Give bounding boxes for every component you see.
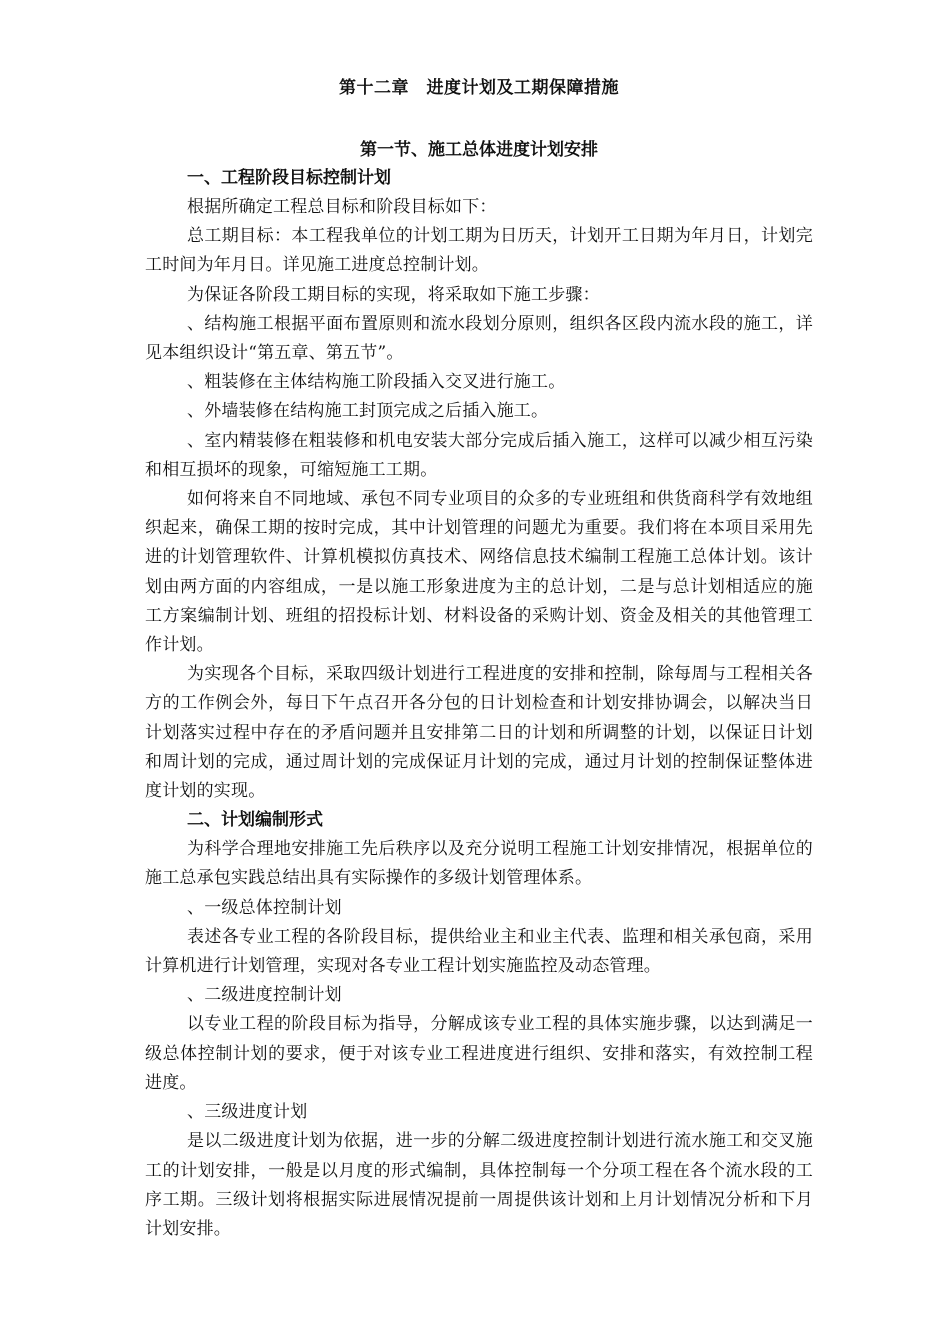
paragraph: 总工期目标：本工程我单位的计划工期为日历天，计划开工日期为年月日，计划完工时间为年月日。详见施工进度总控制计划。 — [145, 226, 813, 276]
paragraph: 表述各专业工程的各阶段目标，提供给业主和业主代表、监理和相关承包商，采用计算机进行计划管理，实现对各专业工程计划实施监控及动态管理。 — [145, 926, 813, 977]
paragraph: 、二级进度控制计划 — [187, 985, 342, 1006]
paragraph: 、一级总体控制计划 — [187, 897, 342, 918]
paragraph: 、室内精装修在粗装修和机电安装大部分完成后插入施工，这样可以减少相互污染和相互损坏的现象，可缩短施工工期。 — [145, 430, 813, 480]
paragraph: 、粗装修在主体结构施工阶段插入交叉进行施工。 — [187, 372, 566, 393]
paragraph: 如何将来自不同地域、承包不同专业项目的众多的专业班组和供货商科学有效地组织起来，确保工期的按时完成，其中计划管理的问题尤为重要。我们将在本项目采用先进的计划管理软件、计算机模拟仿真技术、网络信息技术编制工程施工总体计划。该计划由两方面的内容组成，一是以施工形象进度为主的总计划，二是与总计划相适应的施工方案编制计划、班组的招投标计划、材料设备的采购计划、资金及相关的其他管理工作计划。 — [145, 489, 813, 656]
paragraph: 是以二级进度计划为依据，进一步的分解二级进度控制计划进行流水施工和交叉施工的计划安排，一般是以月度的形式编制，具体控制每一个分项工程在各个流水段的工序工期。三级计划将根据实际进展情况提前一周提供该计划和上月计划情况分析和下月计划安排。 — [145, 1131, 813, 1239]
paragraph: 、结构施工根据平面布置原则和流水段划分原则，组织各区段内流水段的施工，详见本组织设计“第五章、第五节”。 — [145, 313, 813, 364]
section-title: 第一节、施工总体进度计划安排 — [360, 140, 598, 160]
document-body — [145, 74, 813, 1244]
paragraph: 为保证各阶段工期目标的实现，将采取如下施工步骤： — [187, 284, 600, 305]
heading-stage-goal-plan: 一、工程阶段目标控制计划 — [187, 168, 391, 188]
paragraph: 为实现各个目标，采取四级计划进行工程进度的安排和控制，除每周与工程相关各方的工作例会外，每日下午点召开各分包的日计划检查和计划安排协调会，以解决当日计划落实过程中存在的矛盾问题并且安排第二日的计划和所调整的计划，以保证日计划和周计划的完成，通过周计划的完成保证月计划的完成，通过月计划的控制保证整体进度计划的实现。 — [145, 664, 813, 802]
paragraph: 、三级进度计划 — [187, 1102, 308, 1123]
paragraph: 为科学合理地安排施工先后秩序以及充分说明工程施工计划安排情况，根据单位的施工总承包实践总结出具有实际操作的多级计划管理体系。 — [145, 839, 813, 889]
chapter-title: 第十二章 进度计划及工期保障措施 — [339, 78, 619, 98]
paragraph: 以专业工程的阶段目标为指导，分解成该专业工程的具体实施步骤，以达到满足一级总体控制计划的要求，便于对该专业工程进度进行组织、安排和落实，有效控制工程进度。 — [145, 1014, 813, 1093]
paragraph: 、外墙装修在结构施工封顶完成之后插入施工。 — [187, 401, 549, 422]
paragraph: 根据所确定工程总目标和阶段目标如下： — [187, 197, 497, 217]
heading-plan-format: 二、计划编制形式 — [187, 810, 323, 831]
